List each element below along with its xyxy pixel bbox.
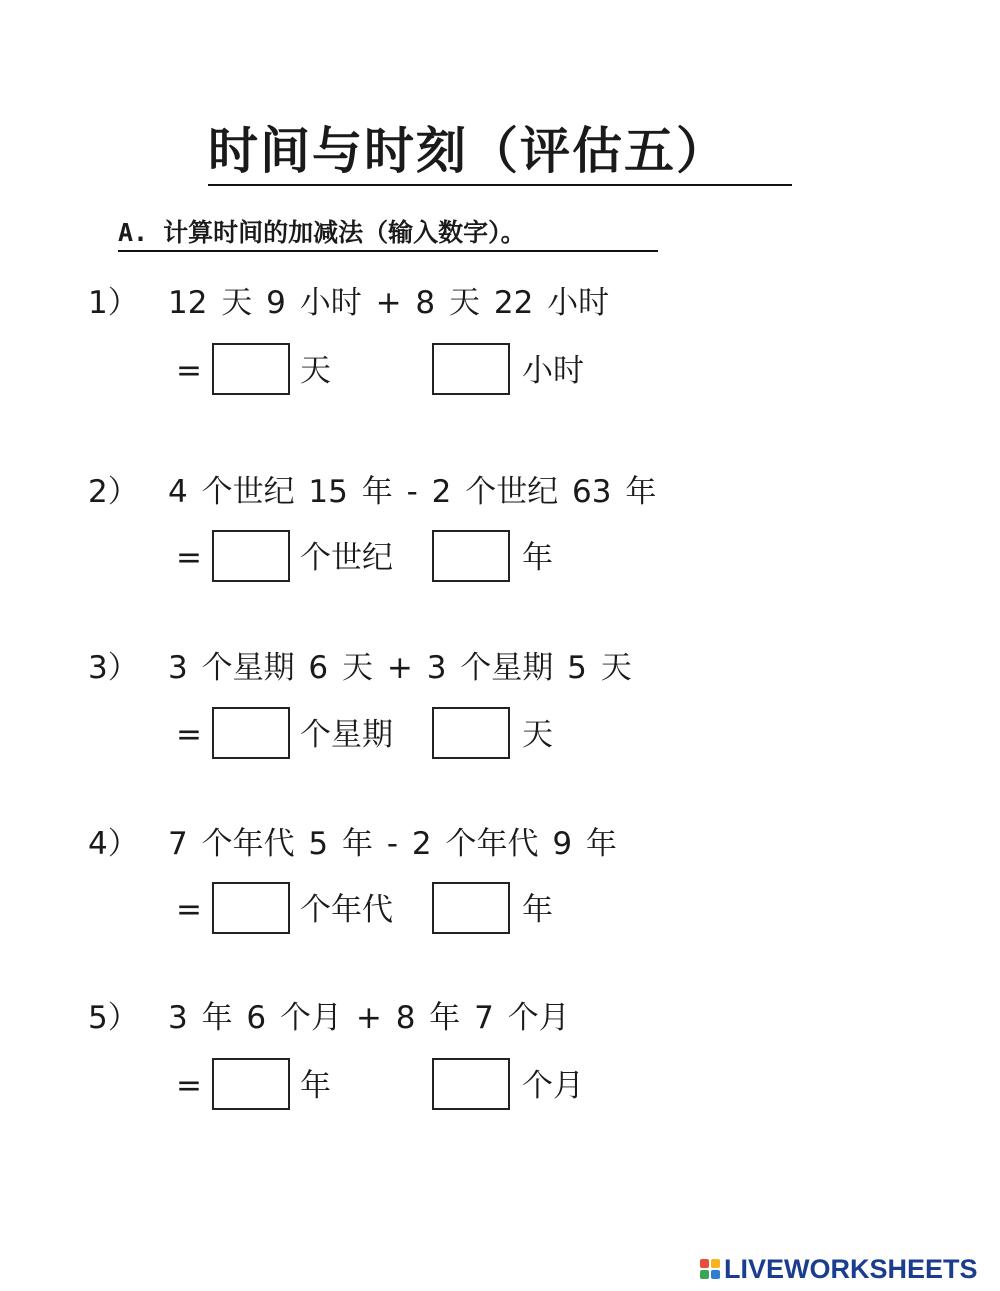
question-expression: 7 个年代 5 年 - 2 个年代 9 年: [168, 826, 617, 862]
equals-sign: =: [176, 540, 202, 576]
question-number: 4）: [88, 826, 139, 862]
unit-label-2: 年: [522, 892, 553, 928]
answer-box-2[interactable]: [432, 882, 510, 934]
liveworksheets-logo-icon: [700, 1259, 720, 1279]
equals-sign: =: [176, 1068, 202, 1104]
section-heading: A. 计算时间的加减法（输入数字）。: [118, 216, 658, 252]
question-expression: 3 个星期 6 天 + 3 个星期 5 天: [168, 650, 632, 686]
answer-box-1[interactable]: [212, 707, 290, 759]
answer-box-2[interactable]: [432, 707, 510, 759]
equals-sign: =: [176, 717, 202, 753]
worksheet-title: 时间与时刻（评估五）: [208, 118, 792, 186]
answer-box-1[interactable]: [212, 1058, 290, 1110]
unit-label-2: 个月: [522, 1068, 584, 1104]
brand-name: LIVEWORKSHEETS: [724, 1253, 978, 1284]
unit-label-2: 天: [522, 717, 553, 753]
question-number: 2）: [88, 474, 139, 510]
answer-box-1[interactable]: [212, 530, 290, 582]
question-number: 1）: [88, 285, 139, 321]
answer-box-2[interactable]: [432, 1058, 510, 1110]
unit-label-2: 年: [522, 540, 553, 576]
answer-box-1[interactable]: [212, 882, 290, 934]
answer-box-2[interactable]: [432, 530, 510, 582]
equals-sign: =: [176, 892, 202, 928]
answer-box-2[interactable]: [432, 343, 510, 395]
question-expression: 12 天 9 小时 + 8 天 22 小时: [168, 285, 610, 321]
question-number: 5）: [88, 1000, 139, 1036]
unit-label-2: 小时: [522, 353, 584, 389]
unit-label-1: 个世纪: [300, 540, 393, 576]
unit-label-1: 天: [300, 353, 331, 389]
question-number: 3）: [88, 650, 139, 686]
liveworksheets-brand: [700, 1254, 978, 1284]
question-expression: 3 年 6 个月 + 8 年 7 个月: [168, 1000, 570, 1036]
question-expression: 4 个世纪 15 年 - 2 个世纪 63 年: [168, 474, 657, 510]
unit-label-1: 个年代: [300, 892, 393, 928]
unit-label-1: 个星期: [300, 717, 393, 753]
answer-box-1[interactable]: [212, 343, 290, 395]
unit-label-1: 年: [300, 1068, 331, 1104]
equals-sign: =: [176, 353, 202, 389]
